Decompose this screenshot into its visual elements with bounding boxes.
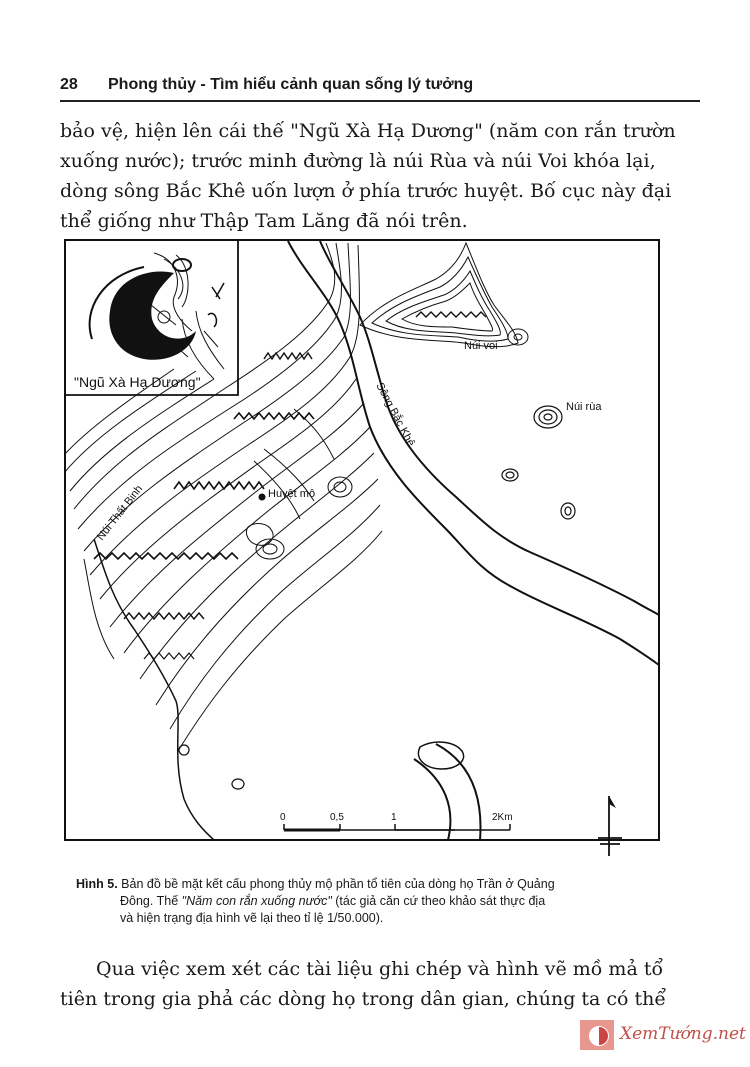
elephant-mountain-contours bbox=[360, 243, 528, 347]
text-line: bảo vệ, hiện lên cái thế "Ngũ Xà Hạ Dương" (năm con rắn trườn bbox=[60, 120, 676, 142]
body-paragraph-2 bbox=[60, 954, 700, 1014]
scale-tick: 1 bbox=[391, 812, 397, 823]
label-huyet-mo: Huyệt mộ bbox=[268, 488, 316, 500]
caption-text: Bản đồ bề mặt kết cấu phong thủy mộ phần tổ tiên của dòng họ Trần ở Quảng bbox=[121, 877, 555, 891]
small-hills bbox=[179, 469, 575, 789]
scale-and-north bbox=[270, 790, 640, 860]
label-song-bac-khe: Sông Bắc Khê bbox=[373, 380, 417, 449]
figure-caption bbox=[76, 876, 676, 927]
figure-label: Hình 5. bbox=[76, 877, 118, 891]
caption-line-1 bbox=[76, 876, 676, 893]
watermark-text: XemTướng.net bbox=[620, 1024, 746, 1044]
label-nui-rua: Núi rùa bbox=[566, 401, 602, 413]
yin-yang-icon bbox=[589, 1026, 609, 1046]
inset-label: "Ngũ Xà Hạ Dương" bbox=[74, 374, 201, 390]
body-paragraph-1 bbox=[60, 116, 700, 236]
label-nui-voi: Núi voi bbox=[464, 340, 498, 352]
caption-italic-phrase: "Năm con rắn xuống nước" bbox=[181, 894, 332, 908]
text-line: thể giống như Thập Tam Lăng đã nói trên. bbox=[60, 210, 468, 232]
tortoise-mountain-contours bbox=[534, 406, 562, 428]
text-line: dòng sông Bắc Khê uốn lượn ở phía trước huyệt. Bố cục này đại bbox=[60, 180, 672, 202]
label-nui-that-binh: Núi Thất Binh bbox=[94, 483, 146, 543]
river-song-bac-khe bbox=[288, 241, 659, 840]
watermark bbox=[580, 1020, 746, 1050]
scale-tick: 2Km bbox=[492, 812, 513, 823]
caption-text: Đông. Thế bbox=[120, 894, 179, 908]
scale-bar bbox=[280, 812, 513, 830]
inset-diagram bbox=[65, 240, 238, 395]
text-line: xuống nước); trước minh đường là núi Rùa và núi Voi khóa lại, bbox=[60, 150, 656, 172]
caption-line-2 bbox=[76, 893, 676, 910]
feng-shui-topographic-map bbox=[64, 239, 660, 841]
page-number: 28 bbox=[60, 76, 78, 93]
caption-text: (tác giả căn cứ theo khảo sát thực địa bbox=[335, 894, 546, 908]
north-arrow-icon bbox=[598, 796, 622, 856]
ridge-spurs bbox=[182, 311, 352, 559]
caption-line-3 bbox=[76, 910, 676, 927]
caption-text: và hiện trạng địa hình vẽ lại theo tỉ lệ 1/50.000). bbox=[120, 911, 384, 925]
header-title: Phong thủy - Tìm hiểu cảnh quan sống lý tưởng bbox=[108, 76, 474, 93]
text-line: Qua việc xem xét các tài liệu ghi chép và hình vẽ mồ mả tổ bbox=[96, 958, 664, 980]
scale-tick: 0,5 bbox=[330, 812, 344, 823]
scale-tick: 0 bbox=[280, 812, 286, 823]
text-line: tiên trong gia phả các dòng họ trong dân gian, chúng ta có thể bbox=[60, 988, 667, 1010]
watermark-tile bbox=[580, 1020, 614, 1050]
running-header bbox=[60, 76, 700, 102]
tomb-marker bbox=[259, 494, 266, 501]
